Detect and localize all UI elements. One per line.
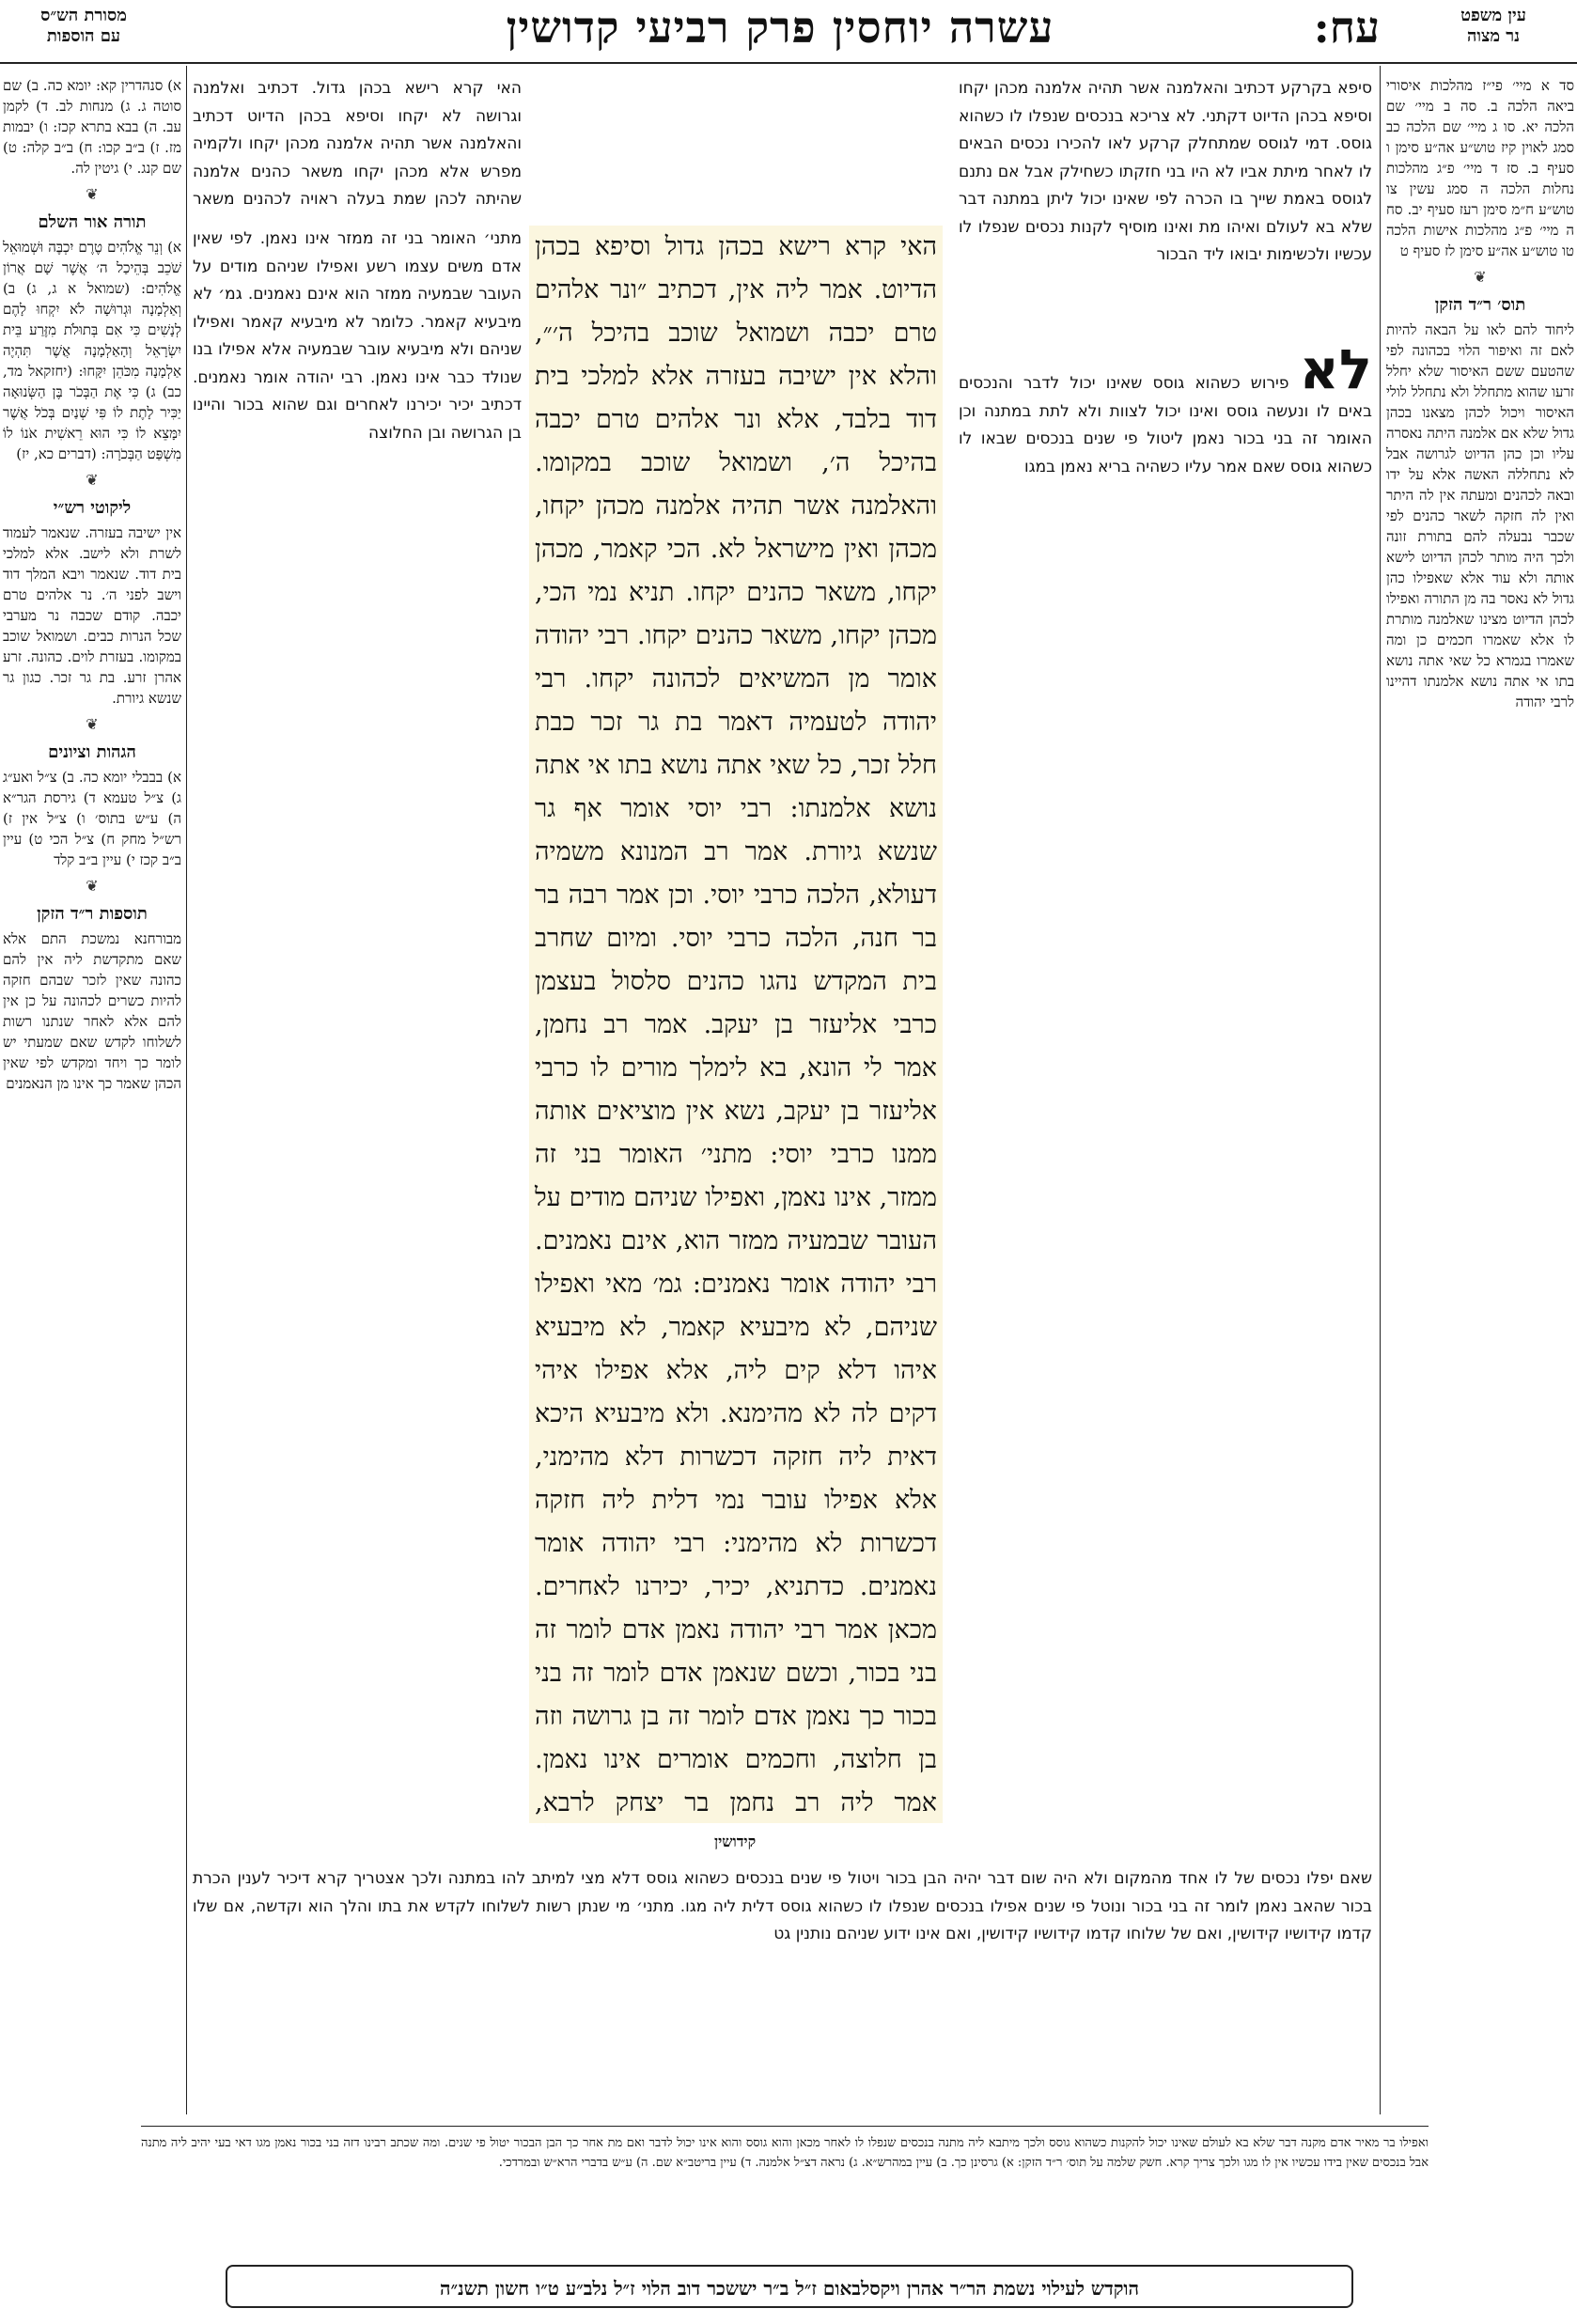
divider-ornament: ❦ <box>86 471 99 489</box>
rashi-right-bottom <box>959 343 1372 2006</box>
opening-word: לא <box>1299 343 1372 401</box>
rashi-right-bottom-text: פירוש כשהוא גוסס שאינו יכול לדבר והנכסים באים לו ונעשה גוסס ואינו יכול לצוות ולא לתת במתנה וכן האומר זה בני בכור נאמן ליטול פי שנים בנכסים שבאו לו כשהוא גוסס שאם אמר עליו כשהיה בריא נאמן במגו <box>959 374 1372 476</box>
tosafot-title: תוס׳ ר״ד הזקן <box>1434 295 1526 315</box>
bottom-commentary-text: שאם יפלו נכסים של לו אחד מהמקום ולא היה שום דבר יהיה הבן בכור ויטול פי שנים בנכסים כשהוא גוסס דלא מצי למיתב להו במתנה ולכך אצטריך קרא דיכיר לענין הכרת בכור שהאב נאמן לומר זה בני בכור ונוטל פי שנים אפילו בנכסים שנפלו לו כשהוא גוסס דלית ליה מגו. מתני׳ מי שנתן רשות לשלוחו לקדש את בתו והלך הוא וקדשה, אם שלו קדמו קידושיו קידושין, ואם של שלוחו קדמו קידושיו קידושין, ואם אינו ידוע שניהם נותנין גט <box>193 1869 1372 1943</box>
divider-ornament: ❦ <box>86 185 99 203</box>
bottom-commentary <box>193 1865 1372 2114</box>
footnotes: ואפילו בר מאיר אדם מקנה דבר שלא בא לעולם שאינו יכול להקנות כשהוא גוסס ולכך מיתבא ליה מתנה בנכסים שנפלו לו לאחר מכאן והוא גוסס והוא אינו יכול לדבר ואם מת אחר כך הבן הבכור יטול פי שנים. ומה שכתב רבינו דזה בני בכור נאמן מגו דאי בעי יהיב ליה מתנה אבל בנכסים שאין בידו עכשיו אין לו מגו ולכך צריך קרא. חשק שלמה על תוס׳ ר״ד הזקן: א) גרסינן כך. ב) עיין במהרש״א. ג) נראה דצ״ל אלמנה. ד) עיין בריטב״א שם. ה) ע״ש בדברי הרא״ש ובמרדכי. <box>141 2136 1429 2170</box>
rashi-left-bottom-text: מתני׳ האומר בני זה ממזר אינו נאמן. לפי שאין אדם משים עצמו רשע ואפילו שניהם מודים על העובר שבמעיה ממזר הוא אינם נאמנים. גמ׳ לא מיבעיא קאמר. כלומר לא מיבעיא קאמר ואפילו שניהם ולא מיבעיא עובר שבמעיה אלא אפילו בנו שנולד כבר אינו נאמן. רבי יהודה אומר נאמנים. דכתיב יכיר יכירנו לאחרים וגם שהוא בכור והיינו בן הגרושה ובן החלוצה <box>193 229 522 443</box>
masoret-column <box>3 75 181 2124</box>
dedication-box: הוקדש לעילוי נשמת הר״ר אהרן ויקסלבאום ז״ל ב״ר יששכר דוב הלוי ז״ל נלב״ע ט״ו חשון תשנ״ה <box>226 2265 1353 2308</box>
tractate-chapter-title: עשרה יוחסין פרק רביעי קדושין <box>506 2 1054 53</box>
rashi-right-top <box>959 75 1372 338</box>
rashi-right-top-text: סיפא בקרקע דכתיב והאלמנה אשר תהיה אלמנה מכהן יקחו וסיפא בכהן הדיוט דקתני. לא צריכא בנכסים שנפלו לו כשהוא גוסס. דמי לגוסס שמתחלק קרקע לאו להכירו נכסים הבאים לו לאחר מיתת אביו לא היו בני חזקתו כשחילק אבל אם נתנם לגוסס באמת שייך בו הכרה לפי שאינו יכול ליתן במתנה דבר שלא בא לעולם ואיהו מת ואינו מוסיף לקנות נכסים שנפלו לו עכשיו ולכשימות יבואו ליד הבכור <box>959 79 1372 264</box>
rashi-left-bottom <box>193 226 522 2011</box>
running-head: קידושין <box>714 1833 757 1850</box>
ein-mishpat-title: עין משפט נר מצוה <box>1460 6 1526 46</box>
torah-or-text: א) וְנֵר אֱלֹהִים טֶרֶם יִכְבֶּה וּשְׁמוּאֵל שֹׁכֵב בְּהֵיכַל ה׳ אֲשֶׁר שָׁם אֲרוֹן אֱלֹהִים: (שמואל א ג, ג) ב) וְאַלְמָנָה וּגְרוּשָׁה לֹא יִקְחוּ לָהֶם לְנָשִׁים כִּי אִם בְּתוּלֹת מִזֶּרַע בֵּית יִשְׂרָאֵל וְהָאַלְמָנָה אֲשֶׁר תִּהְיֶה אַלְמָנָה מִכֹּהֵן יִקָּחוּ: (יחזקאל מד, כב) ג) כִּי אֶת הַבְּכֹר בֶּן הַשְּׂנוּאָה יַכִּיר לָתֶת לוֹ פִּי שְׁנַיִם בְּכֹל אֲשֶׁר יִמָּצֵא לוֹ כִּי הוּא רֵאשִׁית אֹנוֹ לוֹ מִשְׁפַּט הַבְּכֹרָה: (דברים כא, יז) <box>3 239 181 462</box>
ein-mishpat-column <box>1386 75 1574 2124</box>
gemara-text-block <box>529 226 943 1823</box>
masoret-title: מסורת הש״ס עם הוספות <box>40 6 127 46</box>
tosafot-text: ליחוד להם לאו על הבאה להיות לאם זה ואיפור הלוי בכהונה לפי שהטעם ששם האיסור שלא יחלל זרעו שהוא מתחלל ולא נתחלל לולי האיסור ויכול לכהן מצאנו בכהן גדול שלא אם אלמנה היתה נאסרה עליו וכן כהן הדיוט לגרושה אבל לא נתחללה האשה אלא על ידו ובאה לכהנים ומעתה אין לה היתר ואין לה חזקה לשאר כהנים לפי שכבר נבעלה להם בתורת זונה ולכך היה מותר לכהן הדיוט לישא אותה ולא עוד אלא שאפילו כהן גדול לא נאסר בה מן התורה ואפילו לכהן הדיוט מצינו שאלמנה מותרת לו אלא שאמרו חכמים כן ומה שאמרו בגמרא כל שאי אתה נושא בתו אי אתה נושא אלמנתו דהיינו לרבי יהודה <box>1386 321 1574 710</box>
footnote-rule <box>141 2126 1429 2127</box>
ein-mishpat-entries: סד א מיי׳ פי״ז מהלכות איסורי ביאה הלכה ב. סה ב מיי׳ שם הלכה יא. סו ג מיי׳ שם הלכה כב סמג לאוין קיז טוש״ע אה״ע סימן ו סעיף ב. סז ד מיי׳ פ״ג מהלכות נחלות הלכה ה סמג עשין צו טוש״ע ח״מ סימן רעז סעיף יב. סח ה מיי׳ פ״ג מהלכות אישות הלכה טו טוש״ע אה״ע סימן לז סעיף ט <box>1386 77 1574 259</box>
divider-ornament: ❦ <box>1474 268 1487 286</box>
hagahot-title: הגהות וציונים <box>48 742 136 762</box>
likutei-text: אין ישיבה בעזרה. שנאמר לעמוד לשרת ולא לישב. אלא למלכי בית דוד. שנאמר ויבא המלך דוד וישב לפני ה׳. נר אלהים טרם יכבה. קודם שכבה נר מערבי שכל הנרות כבים. ושמואל שוכב במקומו. בעזרת לוים. כהונה. זרע אהרן זרע. בת גר זכר. כגון גר שנשא גיורת. <box>3 524 181 707</box>
tosafot-left-title: תוספות ר״ד הזקן <box>37 904 148 924</box>
divider-ornament: ❦ <box>86 715 99 733</box>
outer-right-rule <box>1380 66 1381 2114</box>
folio-number: עח: <box>1313 2 1380 53</box>
outer-left-rule <box>186 66 187 2114</box>
likutei-title: ליקוטי רש״י <box>53 498 132 518</box>
gemara-text: האי קרא רישא בכהן גדול וסיפא בכהן הדיוט. אמר ליה אין, דכתיב ״ונר אלהים טרם יכבה ושמואל שוכב בהיכל ה׳״, והלא אין ישיבה בעזרה אלא למלכי בית דוד בלבד, אלא ונר אלהים טרם יכבה בהיכל ה׳, ושמואל שוכב במקומו. והאלמנה אשר תהיה אלמנה מכהן יקחו, מכהן ואין מישראל לא. הכי קאמר, מכהן יקחו, משאר כהנים יקחו. תניא נמי הכי, מכהן יקחו, משאר כהנים יקחו. רבי יהודה אומר מן המשיאים לכהונה יקחו. רבי יהודה לטעמיה דאמר בת גר זכר כבת חלל זכר, כל שאי אתה נושא בתו אי אתה נושא אלמנתו: רבי יוסי אומר אף גר שנשא גיורת. אמר רב המנונא משמיה דעולא, הלכה כרבי יוסי. וכן אמר רבה בר בר חנה, הלכה כרבי יוסי. ומיום שחרב בית המקדש נהגו כהנים סלסול בעצמן כרבי אליעזר בן יעקב. אמר רב נחמן, אמר לי הונא, בא לימלך מורים לו כרבי אליעזר בן יעקב, נשא אין מוציאים אותה ממנו כרבי יוסי: מתני׳ האומר בני זה ממזר, אינו נאמן, ואפילו שניהם מודים על העובר שבמעיה ממזר הוא, אינם נאמנים. רבי יהודה אומר נאמנים: גמ׳ מאי ואפילו שניהם, לא מיבעיא קאמר, לא מיבעיא איהו דלא קים ליה, אלא אפילו איהי דקים לה לא מהימנא. ולא מיבעיא היכא דאית ליה חזקה דכשרות דלא מהימני, אלא אפילו עובר נמי דלית ליה חזקה דכשרות לא מהימני: רבי יהודה אומר נאמנים. כדתניא, יכיר, יכירנו לאחרים. מכאן אמר רבי יהודה נאמן אדם לומר זה בני בכור, וכשם שנאמן אדם לומר זה בני בכור כך נאמן אדם לומר זה בן גרושה וזה בן חלוצה, וחכמים אומרים אינו נאמן. אמר ליה רב נחמן בר יצחק לרבא, <box>535 232 937 1817</box>
rashi-left-top <box>193 75 522 216</box>
masoret-entries: א) סנהדרין קא: יומא כה. ב) שם סוטה ג. ג) מנחות לב. ד) לקמן עב. ה) בבא בתרא קכז: ו) יבמות מז. ז) ב״ב קכו: ח) ב״ב קלה: ט) שם קנג. י) גיטין לה. <box>3 77 181 177</box>
page-header <box>0 0 1577 62</box>
tosafot-left-text: מבורחנא נמשכת התם אלא שאם מתקדשת ליה אין להם כהונה שאין לזכר שבהם חזקה להיות כשרים לכהונה על כן אין להם אלא לאחר שנתנו רשות לשלוחו לקדש שאם שמעתי יש לומר כך ויחד ומקדש לפי שאין הכהן שאמר כך אינו מן הנאמנים <box>3 930 181 1092</box>
divider-ornament: ❦ <box>86 877 99 895</box>
header-rule <box>0 62 1577 64</box>
hagahot-text: א) בבבלי יומא כה. ב) צ״ל ואע״ג ג) צ״ל טעמא ד) גירסת הגר״א ה) ע״ש בתוס׳ ו) צ״ל אין ז) רש״ל מחק ח) צ״ל הכי ט) עיין ב״ב קכז י) עיין ב״ב קלד <box>3 769 181 868</box>
rashi-left-top-text: האי קרא רישא בכהן גדול. דכתיב ואלמנה וגרושה לא יקחו וסיפא בכהן הדיוט דכתיב והאלמנה אשר תהיה אלמנה מכהן יקחו ולקמיה מפרש אלא מכהן יקחו משאר כהנים אלמנה שהיתה לכהן שמת בעלה ראויה לכהנים משאר <box>193 79 522 209</box>
torah-or-title: תורה אור השלם <box>38 212 147 232</box>
